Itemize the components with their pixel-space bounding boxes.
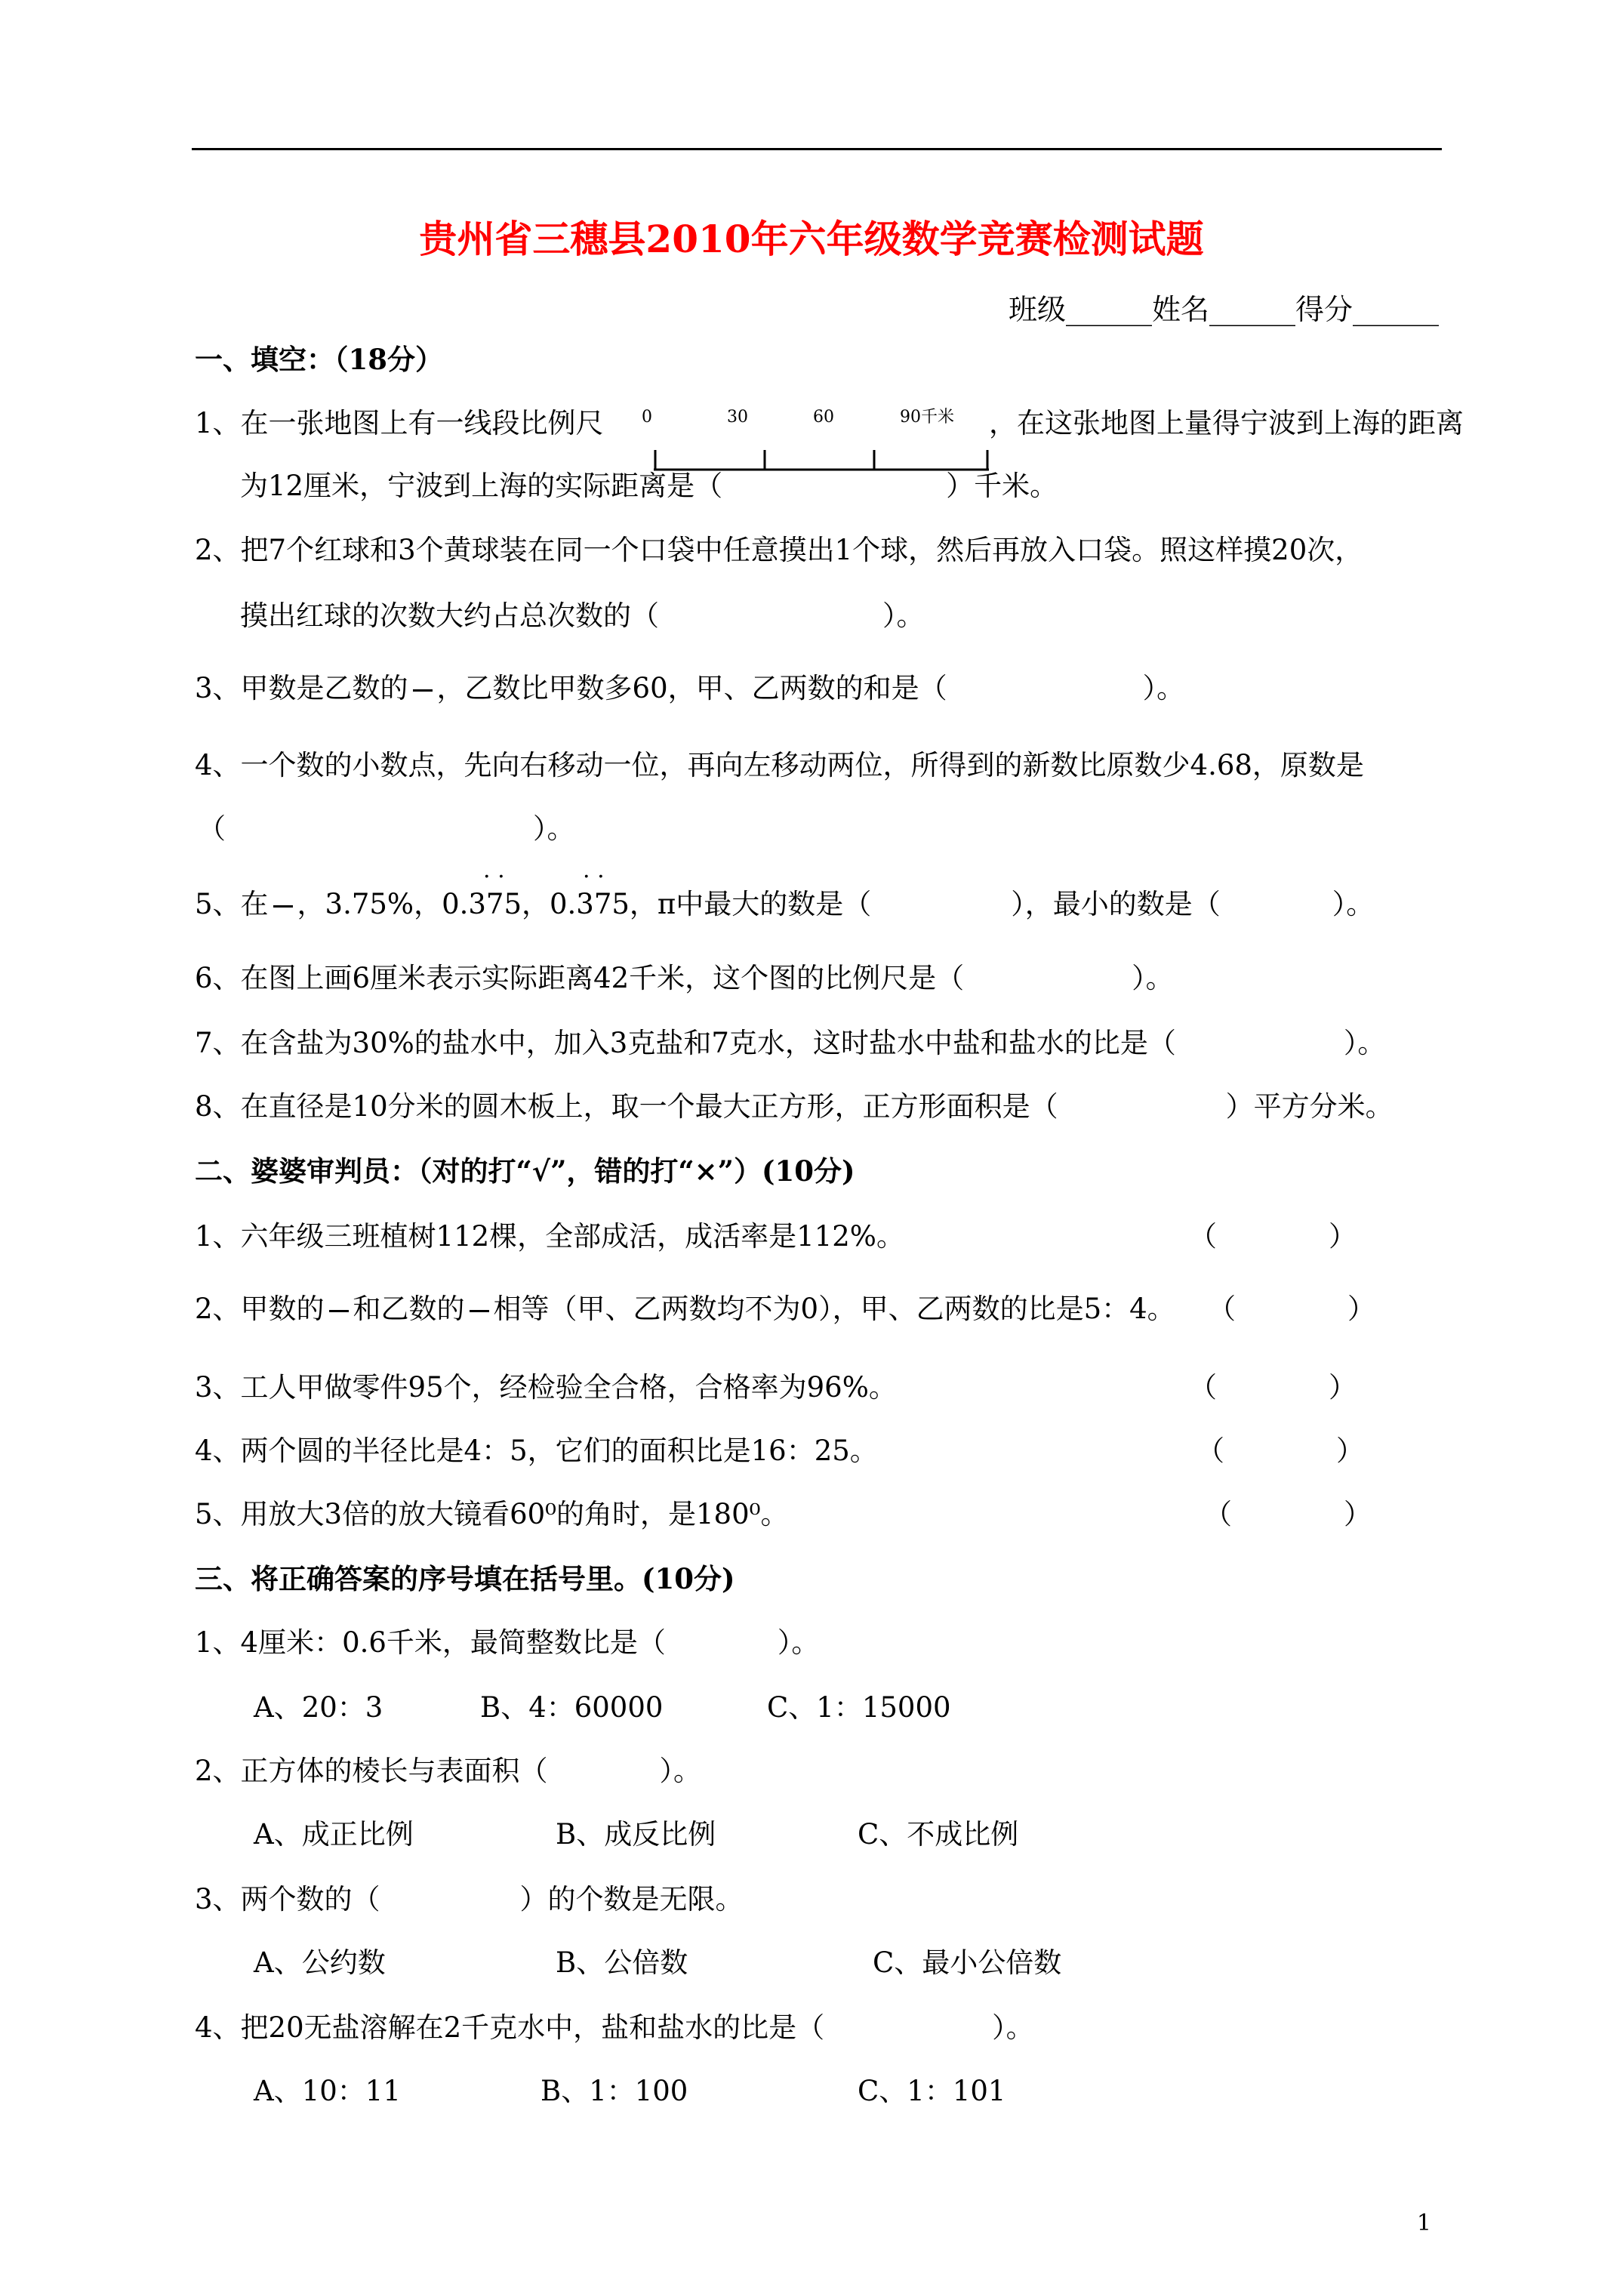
- repeating-decimal-dots-2: . .: [583, 857, 605, 883]
- q3-4-option-a: A、10：11: [254, 2075, 401, 2107]
- scale-label-90: 90千米: [900, 408, 954, 427]
- page-number: 1: [1416, 2210, 1431, 2236]
- q1-1-text-b: ，在这张地图上量得宁波到上海的距离: [989, 407, 1464, 439]
- fraction-bar: [470, 1310, 489, 1312]
- q1-2-text-b: 摸出红球的次数大约占总次数的（ ）。: [240, 599, 925, 632]
- q2-2-answer-paren: （ ）: [1208, 1293, 1375, 1325]
- student-info-line: 班级______姓名______得分______: [1008, 293, 1439, 326]
- q3-3-option-b: B、公倍数: [556, 1946, 688, 1979]
- q3-1-option-c: C、1：15000: [767, 1691, 951, 1724]
- q2-5-text: 5、用放大3倍的放大镜看60⁰的角时，是180⁰。: [195, 1498, 789, 1530]
- q1-1-text-c: 为12厘米，宁波到上海的实际距离是（ ）千米。: [240, 470, 1058, 502]
- q3-3-option-a: A、公约数: [254, 1946, 386, 1979]
- q2-4-text: 4、两个圆的半径比是4：5，它们的面积比是16：25。: [195, 1435, 878, 1467]
- section-3-heading: 三、将正确答案的序号填在括号里。(10分): [195, 1562, 735, 1595]
- q3-3-option-c: C、最小公倍数: [873, 1946, 1062, 1979]
- fraction-bar: [273, 905, 293, 908]
- q1-6-text: 6、在图上画6厘米表示实际距离42千米，这个图的比例尺是（ ）。: [195, 962, 1174, 994]
- q2-1-answer-paren: （ ）: [1189, 1220, 1357, 1253]
- q3-4-text: 4、把20无盐溶解在2千克水中，盐和盐水的比是（ ）。: [195, 2011, 1034, 2044]
- q3-2-option-b: B、成反比例: [556, 1818, 716, 1851]
- q3-2-text: 2、正方体的棱长与表面积（ ）。: [195, 1755, 702, 1787]
- top-rule: [192, 148, 1442, 150]
- q1-8-text: 8、在直径是10分米的圆木板上，取一个最大正方形，正方形面积是（ ）平方分米。: [195, 1090, 1394, 1123]
- q1-3-text: 3、甲数是乙数的 ，乙数比甲数多60，甲、乙两数的和是（ ）。: [195, 672, 1185, 704]
- q3-2-option-a: A、成正比例: [254, 1818, 414, 1851]
- repeating-decimal-dots-1: . .: [483, 857, 505, 883]
- q1-4-text-a: 4、一个数的小数点，先向右移动一位，再向左移动两位，所得到的新数比原数少4.68，原数是: [195, 749, 1364, 781]
- scale-label-0: 0: [642, 408, 652, 427]
- q3-4-option-c: C、1：101: [858, 2075, 1006, 2107]
- q2-3-text: 3、工人甲做零件95个，经检验全合格，合格率为96%。: [195, 1371, 897, 1404]
- q3-1-text: 1、4厘米：0.6千米，最简整数比是（ ）。: [195, 1626, 820, 1659]
- q1-1-text-a: 1、在一张地图上有一线段比例尺: [195, 407, 604, 439]
- q1-2-text-a: 2、把7个红球和3个黄球装在同一个口袋中任意摸出1个球，然后再放入口袋。照这样摸20次，: [195, 534, 1363, 566]
- page-title: 贵州省三穗县2010年六年级数学竞赛检测试题: [419, 217, 1204, 261]
- q2-3-answer-paren: （ ）: [1189, 1371, 1357, 1404]
- fraction-bar: [413, 689, 433, 692]
- section-1-heading: 一、填空：（18分）: [195, 343, 443, 376]
- scale-label-60: 60: [813, 408, 834, 427]
- fraction-bar: [329, 1310, 349, 1312]
- q2-1-text: 1、六年级三班植树112棵，全部成活，成活率是112%。: [195, 1220, 904, 1253]
- scale-label-30: 30: [727, 408, 748, 427]
- q1-4-text-b: （ ）。: [198, 812, 575, 845]
- q3-2-option-c: C、不成比例: [858, 1818, 1019, 1851]
- section-2-heading: 二、婆婆审判员：（对的打“√”，错的打“×”）(10分): [195, 1154, 855, 1188]
- q1-7-text: 7、在含盐为30%的盐水中，加入3克盐和7克水，这时盐水中盐和盐水的比是（ ）。: [195, 1027, 1386, 1059]
- q2-2-text: 2、甲数的 和乙数的 相等（甲、乙两数均不为0），甲、乙两数的比是5：4。: [195, 1293, 1175, 1325]
- q1-5-text: 5、在 ，3.75%，0.375，0.375，π中最大的数是（ ），最小的数是（ ）。: [195, 888, 1375, 920]
- q3-3-text: 3、两个数的（ ）的个数是无限。: [195, 1883, 744, 1915]
- q3-1-option-a: A、20：3: [254, 1691, 383, 1724]
- q3-4-option-b: B、1：100: [540, 2075, 688, 2107]
- q2-5-answer-paren: （ ）: [1204, 1498, 1372, 1530]
- q3-1-option-b: B、4：60000: [480, 1691, 664, 1724]
- q2-4-answer-paren: （ ）: [1196, 1435, 1364, 1467]
